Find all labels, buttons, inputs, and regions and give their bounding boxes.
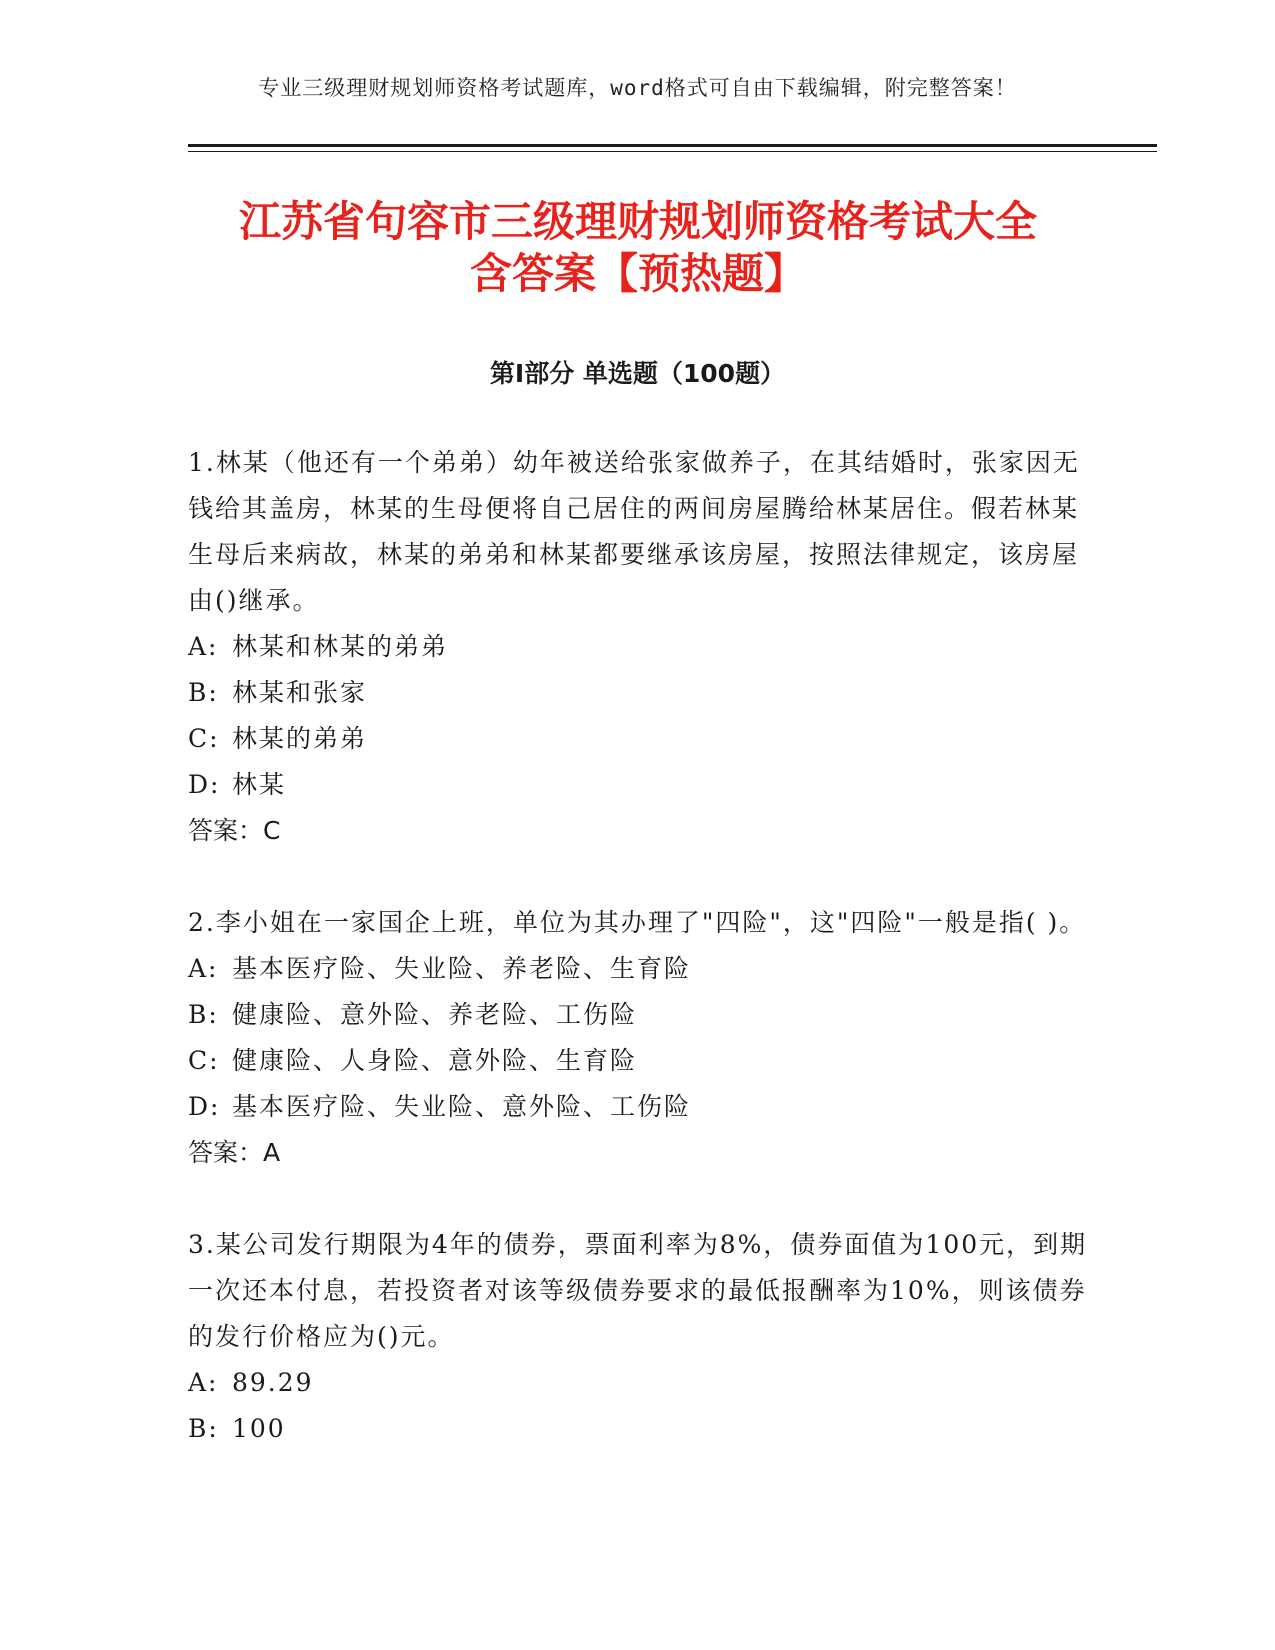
question-1 bbox=[188, 440, 1088, 854]
header-rule-thick bbox=[188, 144, 1157, 147]
option-c bbox=[188, 716, 1088, 762]
option-text: 林某 bbox=[232, 770, 287, 799]
option-b bbox=[188, 670, 1088, 716]
option-a bbox=[188, 1360, 1088, 1406]
question-list bbox=[188, 440, 1088, 1498]
section-heading: 第Ⅰ部分 单选题（100题） bbox=[489, 359, 786, 388]
question-3 bbox=[188, 1222, 1088, 1452]
option-letter: B: bbox=[188, 1000, 219, 1029]
answer: 答案：A bbox=[188, 1138, 281, 1167]
question-stem: 3.某公司发行期限为4年的债券，票面利率为8%，债券面值为100元，到期一次还本付息，若投资者对该等级债券要求的最低报酬率为10%，则该债券的发行价格应为()元。 bbox=[188, 1230, 1088, 1351]
option-text: 林某和张家 bbox=[232, 678, 368, 707]
document-title bbox=[188, 196, 1088, 300]
page-header: 专业三级理财规划师资格考试题库，word格式可自由下载编辑，附完整答案！ bbox=[258, 76, 1017, 100]
option-list bbox=[188, 946, 1088, 1130]
option-text: 林某和林某的弟弟 bbox=[232, 632, 449, 661]
header-rule-thin bbox=[188, 151, 1157, 152]
option-letter: B: bbox=[188, 678, 219, 707]
option-text: 100 bbox=[232, 1414, 286, 1443]
question-stem: 2.李小姐在一家国企上班，单位为其办理了"四险"，这"四险"一般是指( )。 bbox=[188, 908, 1087, 937]
option-a bbox=[188, 624, 1088, 670]
option-letter: C: bbox=[188, 1046, 220, 1075]
option-text: 林某的弟弟 bbox=[232, 724, 368, 753]
option-letter: D: bbox=[188, 1092, 221, 1121]
answer: 答案：C bbox=[188, 816, 281, 845]
option-text: 89.29 bbox=[232, 1368, 314, 1397]
question-stem: 1.林某（他还有一个弟弟）幼年被送给张家做养子，在其结婚时，张家因无钱给其盖房，林某的生母便将自己居住的两间房屋腾给林某居住。假若林某生母后来病故，林某的弟弟和林某都要继承该房屋，按照法律规定，该房屋由()继承。 bbox=[188, 448, 1080, 615]
option-b bbox=[188, 1406, 1088, 1452]
option-text: 健康险、人身险、意外险、生育险 bbox=[232, 1046, 638, 1075]
option-b bbox=[188, 992, 1088, 1038]
option-letter: D: bbox=[188, 770, 221, 799]
document-title-line-2: 含答案【预热题】 bbox=[469, 249, 806, 298]
option-a bbox=[188, 946, 1088, 992]
option-letter: A: bbox=[188, 954, 219, 983]
option-text: 健康险、意外险、养老险、工伤险 bbox=[232, 1000, 638, 1029]
option-list bbox=[188, 1360, 1088, 1452]
option-letter: C: bbox=[188, 724, 220, 753]
option-text: 基本医疗险、失业险、意外险、工伤险 bbox=[232, 1092, 692, 1121]
option-d bbox=[188, 1084, 1088, 1130]
document-title-line-1: 江苏省句容市三级理财规划师资格考试大全 bbox=[238, 197, 1037, 246]
option-d bbox=[188, 762, 1088, 808]
option-list bbox=[188, 624, 1088, 808]
option-c bbox=[188, 1038, 1088, 1084]
option-letter: B: bbox=[188, 1414, 219, 1443]
option-letter: A: bbox=[188, 1368, 219, 1397]
question-2 bbox=[188, 900, 1088, 1176]
option-text: 基本医疗险、失业险、养老险、生育险 bbox=[232, 954, 692, 983]
option-letter: A: bbox=[188, 632, 219, 661]
